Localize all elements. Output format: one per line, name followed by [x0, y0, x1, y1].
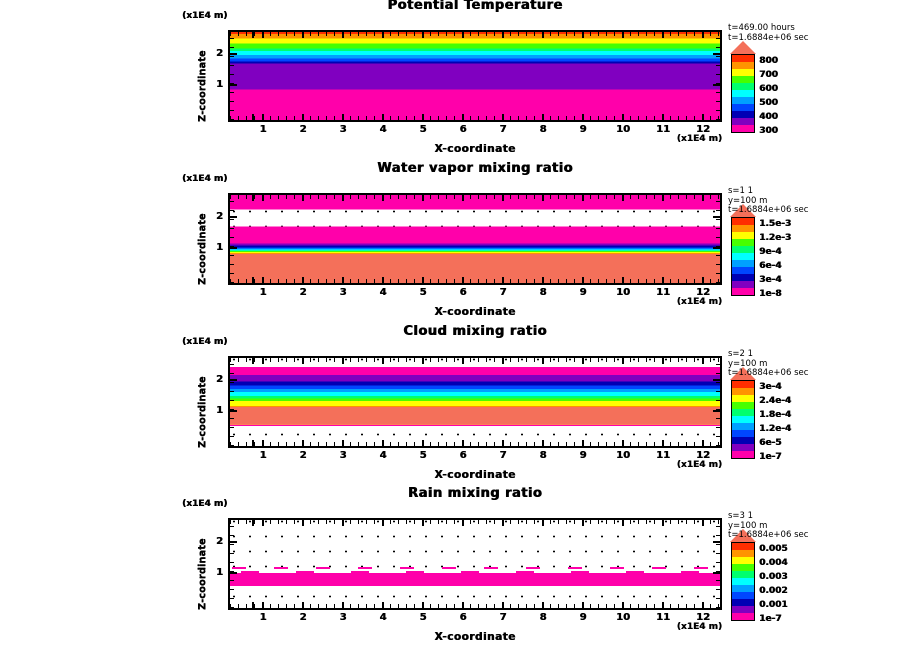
- x-tick-label: 9: [579, 287, 587, 298]
- x-tick-label: 12: [696, 287, 710, 298]
- colorbar-scale: [731, 54, 755, 133]
- z-major-tick: [230, 53, 237, 55]
- x-axis-label: X-coordinate: [434, 469, 516, 481]
- x-tick-label: 4: [379, 287, 387, 298]
- colorbar-segment: [732, 253, 754, 260]
- panel-title: Rain mixing ratio: [407, 486, 543, 501]
- z-unit-label: (x1E4 m): [182, 11, 228, 21]
- z-major-tick: [230, 379, 237, 381]
- slice-annotation: [728, 512, 808, 541]
- slice-annotation: [728, 350, 808, 379]
- x-tick-label: 6: [459, 450, 467, 461]
- x-tick-label: 4: [379, 612, 387, 623]
- panel-cloud-mixing-ratio: [0, 326, 904, 489]
- x-tick-label: 2: [299, 450, 307, 461]
- x-tick-label: 3: [339, 612, 347, 623]
- x-tick-label: 6: [459, 287, 467, 298]
- x-tick-label: 11: [656, 612, 670, 623]
- colorbar-segment: [732, 430, 754, 437]
- z-major-tick: [713, 216, 720, 218]
- colorbar-segment: [732, 381, 754, 388]
- x-tick-label: 6: [459, 124, 467, 135]
- annotation-line: s=2 1: [728, 349, 754, 359]
- colorbar-segment: [732, 274, 754, 281]
- x-tick-label: 5: [419, 612, 427, 623]
- colorbar-segment: [732, 281, 754, 288]
- colorbar-tick-label: 0.003: [759, 572, 788, 582]
- annotation-line: t=469.00 hours: [728, 23, 795, 33]
- x-tick-label: 9: [579, 450, 587, 461]
- colorbar-tick-label: 1.2e-3: [759, 233, 792, 243]
- x-tick-label: 8: [539, 450, 547, 461]
- annotation-line: s=3 1: [728, 511, 754, 521]
- colorbar-tick-label: 600: [759, 84, 778, 94]
- panel-rain-mixing-ratio: [0, 488, 904, 651]
- colorbar-segment: [732, 260, 754, 267]
- colorbar-segment: [732, 444, 754, 451]
- colorbar-tick-label: 1e-7: [759, 452, 782, 462]
- annotation-line: y=100 m: [728, 195, 768, 206]
- x-tick-label: 3: [339, 124, 347, 135]
- x-tick-label: 4: [379, 450, 387, 461]
- x-tick-label: 7: [499, 450, 507, 461]
- panel-title: Cloud mixing ratio: [403, 324, 547, 339]
- colorbar-segment: [732, 62, 754, 69]
- colorbar-segment: [732, 225, 754, 232]
- x-tick-label: 7: [499, 612, 507, 623]
- colorbar-segment: [732, 578, 754, 585]
- z-tick-labels: [216, 195, 720, 283]
- x-tick-label: 11: [656, 287, 670, 298]
- colorbar-segment: [732, 402, 754, 409]
- x-tick-label: 10: [616, 612, 630, 623]
- panel-title: Water vapor mixing ratio: [377, 161, 573, 176]
- x-tick-label: 12: [696, 612, 710, 623]
- x-tick-label: 4: [379, 124, 387, 135]
- panel-title: Potential Temperature: [387, 0, 563, 13]
- colorbar-segment: [732, 395, 754, 402]
- colorbar-tick-label: 0.005: [759, 544, 788, 554]
- colorbar-segment: [732, 76, 754, 83]
- colorbar-segment: [732, 55, 754, 62]
- x-tick-label: 2: [299, 124, 307, 135]
- colorbar-tick-label: 6e-5: [759, 438, 782, 448]
- z-tick-label: 1: [216, 404, 223, 416]
- colorbar-segment: [732, 543, 754, 550]
- annotation-line: t=1.6884e+06 sec: [728, 205, 809, 215]
- z-major-tick: [230, 572, 237, 574]
- annotation-line: t=1.6884e+06 sec: [728, 368, 809, 378]
- colorbar-scale: [731, 380, 755, 459]
- x-tick-label: 10: [616, 124, 630, 135]
- x-tick-label: 10: [616, 450, 630, 461]
- z-major-tick: [230, 541, 237, 543]
- colorbar-segment: [732, 246, 754, 253]
- x-tick-label: 3: [339, 287, 347, 298]
- colorbar-segment: [732, 388, 754, 395]
- colorbar-tick-label: 0.002: [759, 586, 788, 596]
- plot-area: [216, 193, 722, 285]
- z-axis-label: Z-coordinate: [197, 50, 208, 122]
- panel-potential-temperature: [0, 0, 904, 163]
- colorbar-segment: [732, 111, 754, 118]
- annotation-line: s=1 1: [728, 186, 754, 196]
- z-major-tick: [713, 247, 720, 249]
- z-major-tick: [713, 53, 720, 55]
- colorbar-tick-label: 1e-8: [759, 289, 782, 299]
- plot-area: [216, 30, 722, 122]
- z-major-tick: [230, 216, 237, 218]
- time-annotation: [728, 24, 808, 43]
- colorbar-tick-label: 1e-7: [759, 614, 782, 624]
- colorbar-segment: [732, 606, 754, 613]
- colorbar-segment: [732, 288, 754, 295]
- colorbar-segment: [732, 69, 754, 76]
- colorbar-segment: [732, 557, 754, 564]
- z-axis-label: Z-coordinate: [197, 376, 208, 448]
- colorbar-segment: [732, 451, 754, 458]
- z-major-tick: [230, 247, 237, 249]
- x-tick-label: 7: [499, 287, 507, 298]
- z-axis-label: Z-coordinate: [197, 213, 208, 285]
- x-tick-label: 10: [616, 287, 630, 298]
- colorbar-tick-label: 300: [759, 126, 778, 136]
- x-unit-label: (x1E4 m): [676, 622, 722, 632]
- colorbar-tick-label: 3e-4: [759, 382, 782, 392]
- colorbar-segment: [732, 585, 754, 592]
- z-tick-label: 2: [216, 48, 223, 59]
- colorbar-segment: [732, 83, 754, 90]
- z-major-tick: [713, 410, 720, 412]
- z-tick-label: 2: [216, 211, 223, 222]
- colorbar-segment: [732, 416, 754, 423]
- x-axis-label: X-coordinate: [434, 143, 516, 155]
- colorbar-tick-label: 1.2e-4: [759, 424, 792, 434]
- colorbar: [731, 41, 778, 136]
- colorbar-segment: [732, 232, 754, 239]
- x-tick-label: 12: [696, 450, 710, 461]
- x-tick-label: 8: [539, 124, 547, 135]
- x-tick-label: 1: [259, 450, 267, 461]
- colorbar-tick-label: 9e-4: [759, 247, 782, 257]
- z-tick-label: 1: [216, 78, 223, 90]
- colorbar-tick-label: 400: [759, 112, 778, 122]
- x-axis-label: X-coordinate: [434, 306, 516, 318]
- z-tick-label: 1: [216, 566, 223, 578]
- x-tick-label: 2: [299, 612, 307, 623]
- colorbar-scale: [731, 217, 755, 296]
- annotation-line: t=1.6884e+06 sec: [728, 530, 809, 540]
- x-tick-label: 9: [579, 124, 587, 135]
- colorbar-tick-label: 700: [759, 70, 778, 80]
- x-tick-label: 11: [656, 450, 670, 461]
- x-tick-label: 8: [539, 612, 547, 623]
- colorbar-segment: [732, 118, 754, 125]
- annotation-line: y=100 m: [728, 520, 768, 531]
- z-tick-labels: [216, 358, 720, 446]
- panel-water-vapor-mixing-ratio: [0, 163, 904, 326]
- x-tick-label: 1: [259, 124, 267, 135]
- colorbar-segment: [732, 104, 754, 111]
- colorbar-tick-label: 800: [759, 56, 778, 66]
- colorbar-segment: [732, 564, 754, 571]
- x-tick-label: 5: [419, 450, 427, 461]
- z-tick-label: 2: [216, 536, 223, 547]
- x-tick-label: 6: [459, 612, 467, 623]
- colorbar-scale: [731, 542, 755, 621]
- z-major-tick: [713, 572, 720, 574]
- z-major-tick: [230, 410, 237, 412]
- colorbar-tick-label: 6e-4: [759, 261, 782, 271]
- colorbar-segment: [732, 423, 754, 430]
- x-tick-label: 9: [579, 612, 587, 623]
- x-tick-label: 3: [339, 450, 347, 461]
- z-tick-label: 2: [216, 374, 223, 385]
- colorbar-segment: [732, 97, 754, 104]
- colorbar-tick-label: 3e-4: [759, 275, 782, 285]
- x-tick-label: 7: [499, 124, 507, 135]
- colorbar-tick-label: 1.5e-3: [759, 219, 792, 229]
- colorbar-tick-label: 500: [759, 98, 778, 108]
- z-unit-label: (x1E4 m): [182, 174, 228, 184]
- z-major-tick: [713, 379, 720, 381]
- annotation-line: t=1.6884e+06 sec: [728, 32, 809, 43]
- x-tick-label: 8: [539, 287, 547, 298]
- colorbar-segment: [732, 592, 754, 599]
- colorbar-tick-label: 0.001: [759, 600, 788, 610]
- colorbar-segment: [732, 599, 754, 606]
- colorbar-segment: [732, 267, 754, 274]
- colorbar-segment: [732, 125, 754, 132]
- colorbar-tick-label: 1.8e-4: [759, 410, 792, 420]
- z-axis-label: Z-coordinate: [197, 538, 208, 610]
- colorbar-tick-label: 2.4e-4: [759, 396, 792, 406]
- x-tick-label: 2: [299, 287, 307, 298]
- colorbar-segment: [732, 571, 754, 578]
- x-tick-label: 1: [259, 287, 267, 298]
- z-major-tick: [713, 84, 720, 86]
- colorbar-segment: [732, 218, 754, 225]
- colorbar-tick-label: 0.004: [759, 558, 788, 568]
- z-major-tick: [713, 541, 720, 543]
- colorbar-segment: [732, 239, 754, 246]
- z-tick-labels: [216, 32, 720, 120]
- z-major-tick: [230, 84, 237, 86]
- z-tick-labels: [216, 520, 720, 608]
- colorbar-segment: [732, 409, 754, 416]
- z-unit-label: (x1E4 m): [182, 499, 228, 509]
- x-tick-label: 12: [696, 124, 710, 135]
- z-unit-label: (x1E4 m): [182, 337, 228, 347]
- slice-annotation: [728, 187, 808, 216]
- z-tick-label: 1: [216, 241, 223, 253]
- x-unit-label: (x1E4 m): [676, 297, 722, 307]
- x-unit-label: (x1E4 m): [676, 134, 722, 144]
- colorbar-segment: [732, 437, 754, 444]
- x-tick-label: 5: [419, 124, 427, 135]
- colorbar-segment: [732, 613, 754, 620]
- x-unit-label: (x1E4 m): [676, 460, 722, 470]
- colorbar-segment: [732, 90, 754, 97]
- annotation-line: y=100 m: [728, 358, 768, 369]
- x-tick-label: 1: [259, 612, 267, 623]
- x-tick-label: 11: [656, 124, 670, 135]
- colorbar-segment: [732, 550, 754, 557]
- plot-area: [216, 518, 722, 610]
- x-axis-label: X-coordinate: [434, 631, 516, 643]
- plot-area: [216, 356, 722, 448]
- x-tick-label: 5: [419, 287, 427, 298]
